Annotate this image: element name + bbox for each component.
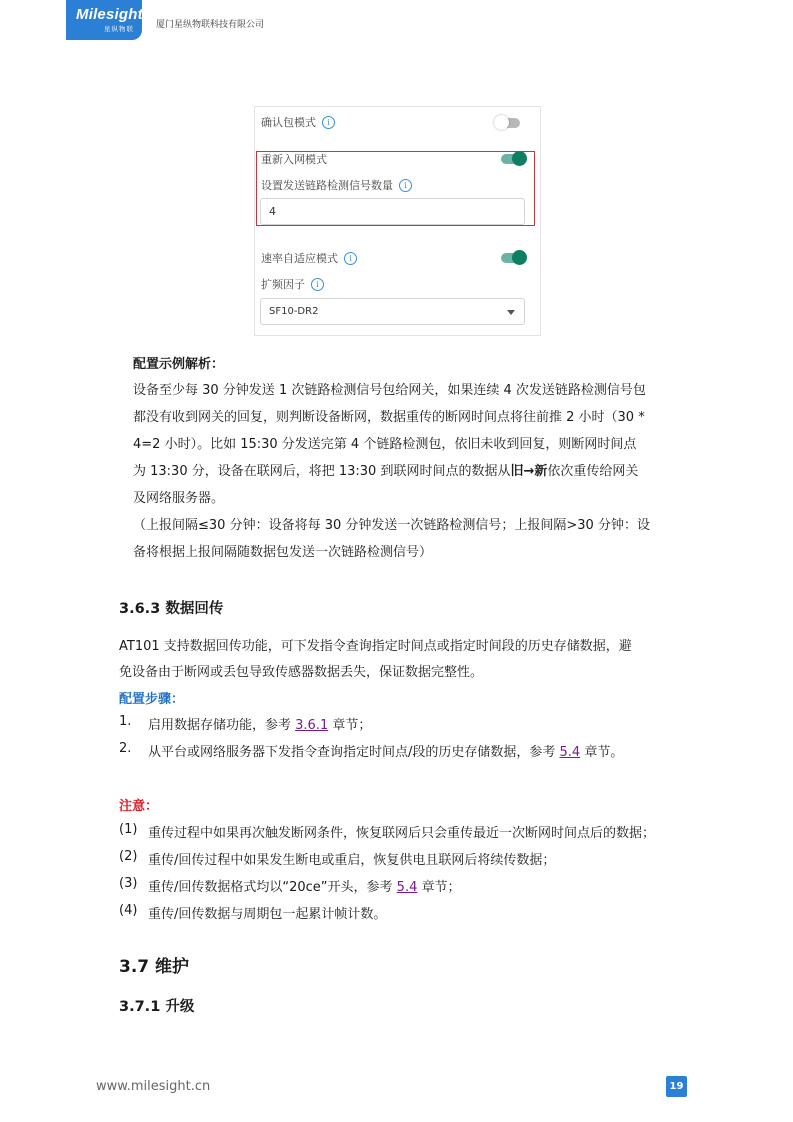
confirm-mode-label: 确认包模式 <box>261 116 316 129</box>
link-check-label: 设置发送链路检测信号数量 <box>261 179 393 192</box>
example-text: 依次重传给网关 <box>547 464 639 479</box>
example-line: （上报间隔≤30 分钟：设备将每 30 分钟发送一次链路检测信号；上报间隔>30 分钟：设 <box>133 518 650 533</box>
sf-value: SF10-DR2 <box>269 306 319 317</box>
step-number: 2. <box>119 741 132 756</box>
note-number: (1) <box>119 822 138 837</box>
section-link[interactable]: 5.4 <box>396 880 418 895</box>
link-check-row <box>261 177 412 193</box>
section-link[interactable]: 5.4 <box>559 745 581 760</box>
toggle-knob <box>512 250 527 265</box>
page-number: 19 <box>666 1076 687 1097</box>
confirm-mode-row <box>261 114 335 130</box>
info-icon[interactable]: i <box>322 116 335 129</box>
note-label: 注意： <box>119 799 159 814</box>
chevron-down-icon <box>507 310 515 315</box>
link-check-input[interactable] <box>260 198 525 225</box>
adr-mode-row <box>261 250 357 266</box>
rejoin-mode-label: 重新入网模式 <box>261 153 327 166</box>
example-heading: 配置示例解析： <box>133 357 225 372</box>
paragraph-line: AT101 支持数据回传功能，可下发指令查询指定时间点或指定时间段的历史存储数据，避 <box>119 639 632 654</box>
example-bold-text: 旧→新 <box>510 464 548 479</box>
section-link[interactable]: 3.6.1 <box>295 718 329 733</box>
section-title: 3.6.3 数据回传 <box>119 601 224 617</box>
example-line <box>133 460 638 479</box>
example-line: 备将根据上报间隔随数据包发送一次链路检测信号） <box>133 545 433 560</box>
toggle-knob <box>494 115 509 130</box>
logo-subtext: 星纵物联 <box>104 25 134 33</box>
adr-mode-label: 速率自适应模式 <box>261 252 338 265</box>
step-text: 章节； <box>328 718 372 733</box>
note-text: 章节； <box>417 880 461 895</box>
note-text: 重传/回传数据格式均以“20ce”开头，参考 <box>148 880 397 895</box>
note-item: 重传/回传数据与周期包一起累计帧计数。 <box>148 907 387 922</box>
footer-url[interactable]: www.milesight.cn <box>96 1079 211 1094</box>
step-item <box>148 741 623 760</box>
confirm-mode-toggle[interactable] <box>496 118 520 128</box>
step-text: 启用数据存储功能，参考 <box>148 718 296 733</box>
step-text: 章节。 <box>580 745 624 760</box>
paragraph-line: 免设备由于断网或丢包导致传感器数据丢失，保证数据完整性。 <box>119 665 484 680</box>
note-number: (4) <box>119 903 138 918</box>
example-line: 及网络服务器。 <box>133 491 225 506</box>
rejoin-mode-row <box>261 151 327 167</box>
logo-text: Milesight <box>76 6 143 23</box>
note-number: (3) <box>119 876 138 891</box>
steps-label: 配置步骤： <box>119 692 185 707</box>
toggle-knob <box>512 151 527 166</box>
company-name: 厦门星纵物联科技有限公司 <box>156 20 265 30</box>
info-icon[interactable]: i <box>311 278 324 291</box>
section-title: 3.7.1 升级 <box>119 999 195 1015</box>
note-item: 重传过程中如果再次触发断网条件，恢复联网后只会重传最近一次断网时间点后的数据； <box>148 826 656 841</box>
example-line: 设备至少每 30 分钟发送 1 次链路检测信号包给网关，如果连续 4 次发送链路检测信号包 <box>133 383 646 398</box>
milesight-logo <box>66 0 142 40</box>
sf-label: 扩频因子 <box>261 278 305 291</box>
example-text: 为 13:30 分，设备在联网后，将把 13:30 到联网时间点的数据从 <box>133 464 511 479</box>
note-item <box>148 876 461 895</box>
step-number: 1. <box>119 714 132 729</box>
note-number: (2) <box>119 849 138 864</box>
rejoin-mode-toggle[interactable] <box>501 154 525 164</box>
adr-mode-toggle[interactable] <box>501 253 525 263</box>
info-icon[interactable]: i <box>344 252 357 265</box>
sf-select[interactable] <box>260 298 525 325</box>
step-text: 从平台或网络服务器下发指令查询指定时间点/段的历史存储数据，参考 <box>148 745 560 760</box>
info-icon[interactable]: i <box>399 179 412 192</box>
example-line: 4=2 小时）。比如 15:30 分发送完第 4 个链路检测包，依旧未收到回复，则断网时间点 <box>133 437 637 452</box>
step-item <box>148 714 371 733</box>
example-line: 都没有收到网关的回复，则判断设备断网，数据重传的断网时间点将往前推 2 小时（30 * <box>133 410 645 425</box>
note-item: 重传/回传过程中如果发生断电或重启，恢复供电且联网后将续传数据； <box>148 853 556 868</box>
chapter-title: 3.7 维护 <box>119 957 190 977</box>
link-check-value: 4 <box>269 205 276 218</box>
sf-row <box>261 276 324 292</box>
